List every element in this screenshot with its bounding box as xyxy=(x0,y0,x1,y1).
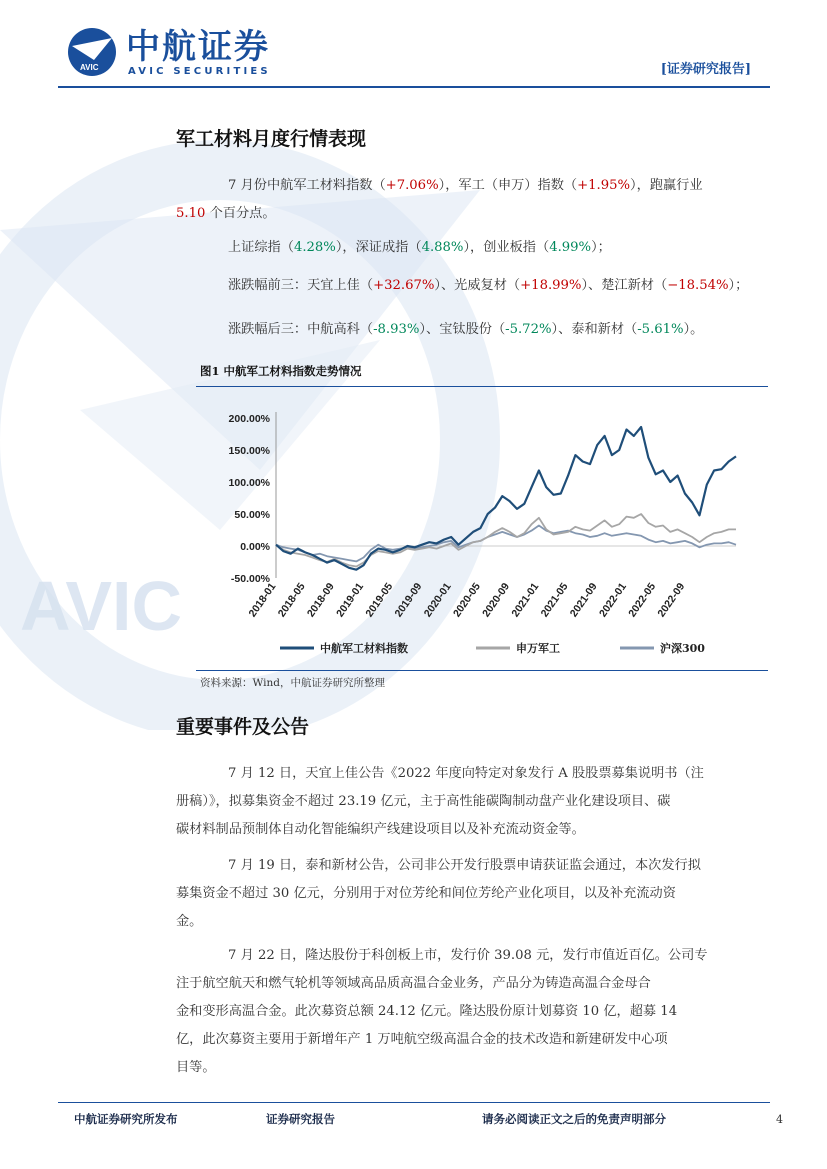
legend-label: 中航军工材料指数 xyxy=(320,642,408,655)
footer-disclaimer: 请务必阅读正文之后的免责声明部分 xyxy=(482,1112,666,1126)
logo-chinese: 中航证券 xyxy=(126,27,270,67)
x-tick-label: 2021-05 xyxy=(538,580,571,620)
footer-publisher: 中航证券研究所发布 xyxy=(74,1112,178,1126)
x-tick-label: 2020-01 xyxy=(421,580,454,620)
figure-source: 资料来源：Wind，中航证券研究所整理 xyxy=(200,677,385,689)
x-tick-label: 2022-09 xyxy=(655,580,688,620)
figure-top-rule xyxy=(196,386,768,387)
series-line xyxy=(276,427,736,570)
paragraph-market-indices: 上证综指（4.28%），深证成指（4.88%），创业板指（4.99%）； xyxy=(228,240,611,255)
y-tick-label: 200.00% xyxy=(228,413,270,425)
event-line: 募集资金不超过 30 亿元，分别用于对位芳纶和间位芳纶产业化项目，以及补充流动资 xyxy=(176,886,676,901)
figure-bottom-rule xyxy=(196,670,768,671)
legend-label: 沪深300 xyxy=(660,642,705,655)
legend-label: 申万军工 xyxy=(516,642,560,655)
paragraph-top-losers: 涨跌幅后三：中航高科（-8.93%）、宝钛股份（-5.72%）、泰和新材（-5.61%）。 xyxy=(228,322,704,337)
watermark-text: AVIC xyxy=(20,567,183,645)
event-line: 7 月 12 日，天宜上佳公告《2022 年度向特定对象发行 A 股股票募集说明书（注 xyxy=(228,766,704,781)
x-tick-label: 2021-01 xyxy=(509,580,542,620)
paragraph-index-performance: 7 月份中航军工材料指数（+7.06%），军工（申万）指数（+1.95%），跑赢行业 5.10 个百分点。 xyxy=(176,178,703,221)
event-taihe xyxy=(176,852,772,936)
y-tick-label: -50.00% xyxy=(230,573,270,585)
event-line: 金。 xyxy=(176,914,203,929)
event-line: 注于航空航天和燃气轮机等领域高品质高温合金业务，产品分为铸造高温合金母合 xyxy=(176,976,651,991)
event-line: 金和变形高温合金。此次募资总额 24.12 亿元。隆达股份原计划募资 10 亿，超募 14 xyxy=(176,1004,678,1019)
event-line: 7 月 22 日，隆达股份于科创板上市，发行价 39.08 元，发行市值近百亿。公司专 xyxy=(228,948,708,963)
section-title-market: 军工材料月度行情表现 xyxy=(176,128,367,150)
event-line: 目等。 xyxy=(176,1060,216,1075)
x-tick-label: 2018-09 xyxy=(304,580,337,620)
event-tianyi xyxy=(176,760,772,844)
logo-badge: AVIC xyxy=(80,63,99,72)
x-tick-label: 2018-01 xyxy=(246,580,279,620)
figure-title: 图1 中航军工材料指数走势情况 xyxy=(200,364,362,378)
footer-doc-type: 证券研究报告 xyxy=(266,1112,335,1126)
y-tick-label: 100.00% xyxy=(228,477,270,489)
y-tick-label: 0.00% xyxy=(240,541,270,553)
footer-divider xyxy=(58,1102,770,1103)
event-line: 7 月 19 日，泰和新材公告，公司非公开发行股票申请获证监会通过，本次发行拟 xyxy=(228,858,701,873)
x-tick-label: 2022-01 xyxy=(596,580,629,620)
event-line: 册稿）》，拟募集资金不超过 23.19 亿元，主于高性能碳陶制动盘产业化建设项目、碳 xyxy=(176,794,671,809)
x-tick-label: 2020-05 xyxy=(450,580,483,620)
x-tick-label: 2019-01 xyxy=(334,580,367,620)
x-tick-label: 2019-09 xyxy=(392,580,425,620)
x-tick-label: 2021-09 xyxy=(567,580,600,620)
x-tick-label: 2019-05 xyxy=(363,580,396,620)
logo-english: AVIC SECURITIES xyxy=(128,66,271,77)
section-title-events: 重要事件及公告 xyxy=(176,716,310,738)
page-number: 4 xyxy=(776,1113,783,1126)
event-line: 亿，此次募资主要用于新增年产 1 万吨航空级高温合金的技术改造和新建研发中心项 xyxy=(176,1032,668,1047)
doc-tag: [证券研究报告] xyxy=(660,62,751,77)
y-tick-label: 150.00% xyxy=(228,445,270,457)
event-line: 碳材料制品预制体自动化智能编织产线建设项目以及补充流动资金等。 xyxy=(176,822,585,837)
x-tick-label: 2022-05 xyxy=(626,580,659,620)
event-longda xyxy=(176,942,772,1082)
paragraph-top-gainers: 涨跌幅前三：天宜上佳（+32.67%）、光威复材（+18.99%）、楚江新材（−18.54%）； xyxy=(228,278,749,293)
y-tick-label: 50.00% xyxy=(234,509,270,521)
index-trend-chart xyxy=(196,390,768,670)
x-tick-label: 2018-05 xyxy=(275,580,308,620)
x-tick-label: 2020-09 xyxy=(480,580,513,620)
